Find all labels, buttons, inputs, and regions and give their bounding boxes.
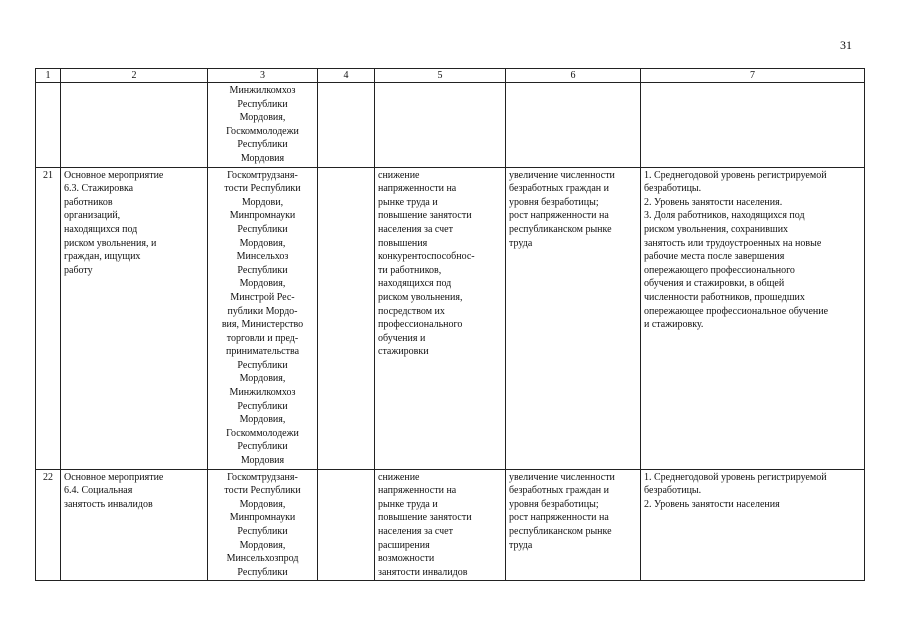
executors-line: Минсельхоз: [236, 251, 289, 263]
indicators-line: безработицы.: [644, 485, 702, 497]
consequences-line: республиканском рынке: [509, 223, 612, 235]
indicators-line: 3. Доля работников, находящихся под: [644, 210, 805, 222]
measure-name-line: Основное мероприятие: [64, 169, 164, 181]
indicators-line: безработицы.: [644, 183, 702, 195]
executors-line: Мордовия,: [239, 373, 286, 385]
executors-line: принимательства: [225, 346, 300, 358]
column-header: 7: [641, 69, 865, 83]
executors-cell: [208, 83, 318, 168]
tasks-line: посредством их: [378, 305, 445, 317]
executors-line: Минпромнауки: [229, 512, 296, 524]
tasks-line: рынке труда и: [378, 498, 438, 510]
executors-line: Минжилкомхоз: [229, 387, 296, 399]
tasks-line: расширения: [378, 539, 430, 551]
tasks-cell: [375, 469, 506, 581]
consequences-line: рост напряженности на: [509, 210, 609, 222]
executors-line: Госкомтрудзаня-: [227, 471, 298, 483]
executors-line: Республики: [237, 359, 288, 371]
executors-line: Республики: [237, 441, 288, 453]
measures-table: [35, 68, 865, 581]
tasks-line: профессионального: [378, 319, 463, 331]
consequences-line: республиканском рынке: [509, 526, 612, 537]
tasks-line: повышение занятости: [378, 210, 472, 222]
tasks-line: напряженности на: [378, 485, 457, 497]
indicators-line: опережающего профессионального: [644, 264, 795, 276]
consequences-line: увеличение численности: [509, 169, 615, 181]
consequences-line: уровня безработицы;: [509, 196, 599, 208]
table-body: [36, 83, 865, 581]
executors-line: Мордовия: [240, 152, 285, 164]
column-header: 1: [36, 69, 61, 83]
table-row: [36, 469, 865, 581]
executors-line: Минсельхозпрод: [226, 553, 299, 565]
executors-cell: [208, 469, 318, 581]
tasks-cell: [375, 167, 506, 469]
executors-line: Минстрой Рес-: [230, 291, 295, 303]
deadline-cell-cell: [318, 167, 375, 469]
column-header: 5: [375, 69, 506, 83]
indicators-line: рабочие места после завершения: [644, 251, 785, 263]
executors-line: Мордовия,: [239, 539, 286, 551]
consequences-cell: [506, 83, 641, 168]
indicators-line: 2. Уровень занятости населения.: [644, 196, 783, 208]
indicators-line: численности работников, прошедших: [644, 291, 805, 303]
executors-line: Мордовия,: [239, 414, 286, 426]
executors-line: торговли и пред-: [226, 332, 299, 344]
tasks-line: риском увольнения,: [378, 291, 463, 303]
indicators-line: 1. Среднегодовой уровень регистрируемой: [644, 169, 827, 181]
column-header: 4: [318, 69, 375, 83]
row-number-cell: 21: [36, 167, 61, 469]
executors-line: вия, Министерство: [221, 319, 304, 331]
measure-name-cell: [61, 469, 208, 581]
table-row: [36, 167, 865, 469]
measure-name-line: занятость инвалидов: [64, 498, 153, 510]
measure-name-line: работу: [64, 264, 93, 276]
tasks-line: занятости инвалидов: [378, 566, 468, 578]
tasks-line: повышение занятости: [378, 512, 472, 524]
column-header: 6: [506, 69, 641, 83]
consequences-line: труда: [509, 237, 533, 249]
executors-line: Минжилкомхоз: [229, 85, 296, 96]
indicators-line: риском увольнения, сохранивших: [644, 223, 789, 235]
tasks-line: снижение: [378, 471, 420, 483]
indicators-line: опережающее профессиональное обучение: [644, 305, 829, 317]
executors-line: Мордовия,: [239, 278, 286, 290]
tasks-line: ти работников,: [378, 264, 442, 276]
consequences-line: увеличение численности: [509, 471, 615, 483]
executors-cell: [208, 167, 318, 469]
consequences-cell: [506, 469, 641, 581]
tasks-line: населения за счет: [378, 223, 453, 235]
tasks-line: возможности: [378, 553, 435, 565]
executors-line: Республики: [237, 526, 288, 537]
tasks-line: напряженности на: [378, 183, 457, 195]
measure-name-line: 6.4. Социальная: [64, 485, 133, 497]
measure-name-cell: [61, 83, 208, 168]
indicators-line: 1. Среднегодовой уровень регистрируемой: [644, 471, 827, 483]
deadline-cell-cell: [318, 469, 375, 581]
tasks-line: находящихся под: [378, 278, 452, 290]
measure-name-line: организаций,: [64, 210, 121, 222]
header-row: [36, 69, 865, 83]
consequences-line: уровня безработицы;: [509, 498, 599, 510]
executors-line: Госкоммолодежи: [226, 427, 299, 439]
tasks-line: конкурентоспособнос-: [378, 251, 475, 263]
executors-line: Мордовия,: [239, 112, 286, 124]
executors-line: Республики: [237, 98, 288, 110]
measure-name-line: работников: [64, 196, 113, 208]
executors-line: Мордовия: [240, 455, 285, 467]
consequences-line: труда: [509, 539, 533, 551]
indicators-line: занятость или трудоустроенных на новые: [644, 237, 822, 249]
executors-line: тости Республики: [224, 485, 301, 497]
indicators-line: и стажировку.: [644, 319, 704, 331]
table-row: [36, 83, 865, 168]
measure-name-cell: [61, 167, 208, 469]
measure-name-line: находящихся под: [64, 223, 138, 235]
deadline-cell-cell: [318, 83, 375, 168]
consequences-line: рост напряженности на: [509, 512, 609, 524]
tasks-line: населения за счет: [378, 526, 453, 537]
page-number: 31: [840, 38, 852, 52]
indicators-cell: [641, 469, 865, 581]
tasks-cell: [375, 83, 506, 168]
indicators-cell: [641, 167, 865, 469]
executors-line: публики Мордо-: [227, 305, 298, 317]
executors-line: Республики: [237, 566, 288, 578]
executors-line: Мордовия,: [239, 498, 286, 510]
indicators-line: 2. Уровень занятости населения: [644, 498, 780, 510]
tasks-line: снижение: [378, 169, 420, 181]
consequences-line: безработных граждан и: [509, 485, 609, 497]
indicators-cell: [641, 83, 865, 168]
executors-line: Минпромнауки: [229, 210, 296, 222]
measure-name-line: 6.3. Стажировка: [64, 183, 134, 195]
executors-line: Республики: [237, 400, 288, 412]
executors-line: Госкомтрудзаня-: [227, 169, 298, 181]
row-number-cell: 22: [36, 469, 61, 581]
executors-line: Госкоммолодежи: [226, 125, 299, 137]
executors-line: Республики: [237, 223, 288, 235]
executors-line: Мордови,: [241, 196, 284, 208]
tasks-line: повышения: [378, 237, 428, 249]
executors-line: тости Республики: [224, 183, 301, 195]
tasks-line: стажировки: [378, 346, 429, 358]
measure-name-line: Основное мероприятие: [64, 471, 164, 483]
row-number-cell: [36, 83, 61, 168]
executors-line: Республики: [237, 139, 288, 151]
column-header: 3: [208, 69, 318, 83]
executors-line: Мордовия,: [239, 237, 286, 249]
consequences-cell: [506, 167, 641, 469]
tasks-line: рынке труда и: [378, 196, 438, 208]
measure-name-line: граждан, ищущих: [64, 251, 141, 263]
indicators-line: обучения и стажировки, в общей: [644, 278, 785, 290]
column-header: 2: [61, 69, 208, 83]
consequences-line: безработных граждан и: [509, 183, 609, 195]
executors-line: Республики: [237, 264, 288, 276]
measure-name-line: риском увольнения, и: [64, 237, 157, 249]
tasks-line: обучения и: [378, 332, 426, 344]
